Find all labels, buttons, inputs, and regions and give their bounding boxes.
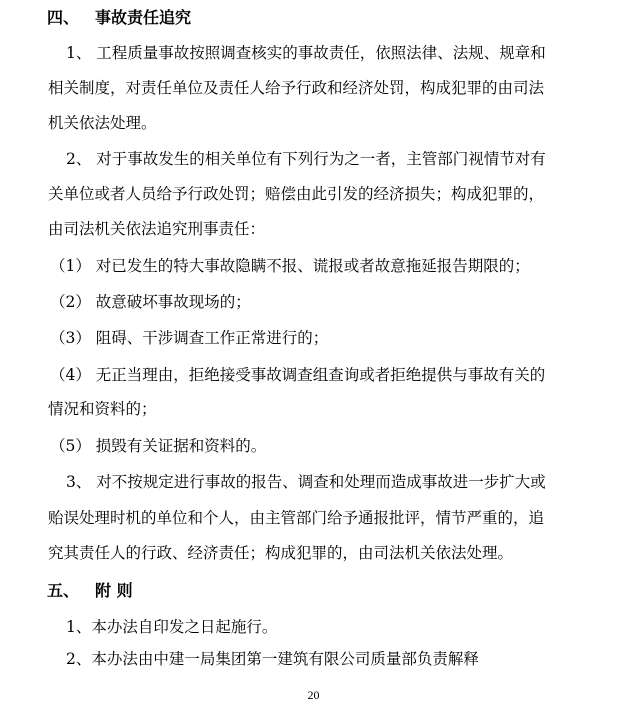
section-4-sub-item-4-line-1: （4） 无正当理由，拒绝接受事故调查组查询或者拒绝提供与事故有关的 xyxy=(50,366,546,384)
section-4-item-3-line-2: 贻误处理时机的单位和个人，由主管部门给予通报批评，情节严重的，追 xyxy=(48,509,545,527)
section-4-title: 事故责任追究 xyxy=(95,8,192,27)
page-number: 20 xyxy=(307,688,320,702)
section-5-title: 附 则 xyxy=(95,581,133,600)
section-4-item-1-line-2: 相关制度，对责任单位及责任人给予行政和经济处罚，构成犯罪的由司法 xyxy=(48,79,545,97)
section-4-item-2-line-2: 关单位或者人员给予行政处罚；赔偿由此引发的经济损失；构成犯罪的， xyxy=(48,185,545,203)
section-5-number: 五、 xyxy=(47,581,80,600)
section-5-item-2: 2、本办法由中建一局集团第一建筑有限公司质量部负责解释 xyxy=(66,650,479,668)
section-4-sub-item-1: （1） 对已发生的特大事故隐瞒不报、谎报或者故意拖延报告期限的； xyxy=(50,257,530,275)
section-4-item-3-line-3: 究其责任人的行政、经济责任；构成犯罪的，由司法机关依法处理。 xyxy=(48,544,514,562)
section-5-item-1: 1、本办法自印发之日起施行。 xyxy=(66,618,278,636)
section-5-heading xyxy=(47,581,133,601)
section-4-sub-item-2: （2） 故意破坏事故现场的； xyxy=(50,293,251,311)
section-4-item-2-line-1: 2、 对于事故发生的相关单位有下列行为之一者，主管部门视情节对有 xyxy=(66,150,546,168)
section-4-sub-item-5: （5） 损毁有关证据和资料的。 xyxy=(50,437,267,455)
section-4-item-3-line-1: 3、 对不按规定进行事故的报告、调查和处理而造成事故进一步扩大或 xyxy=(66,473,546,491)
section-4-sub-item-3: （3） 阻碍、干涉调查工作正常进行的； xyxy=(50,329,329,347)
section-4-heading xyxy=(47,8,191,28)
section-4-sub-item-4-line-2: 情况和资料的； xyxy=(48,400,157,418)
section-4-item-1-line-1: 1、 工程质量事故按照调查核实的事故责任，依照法律、法规、规章和 xyxy=(66,44,546,62)
section-4-number: 四、 xyxy=(47,8,80,27)
section-4-item-1-line-3: 机关依法处理。 xyxy=(48,114,157,132)
section-4-item-2-line-3: 由司法机关依法追究刑事责任： xyxy=(48,220,266,238)
